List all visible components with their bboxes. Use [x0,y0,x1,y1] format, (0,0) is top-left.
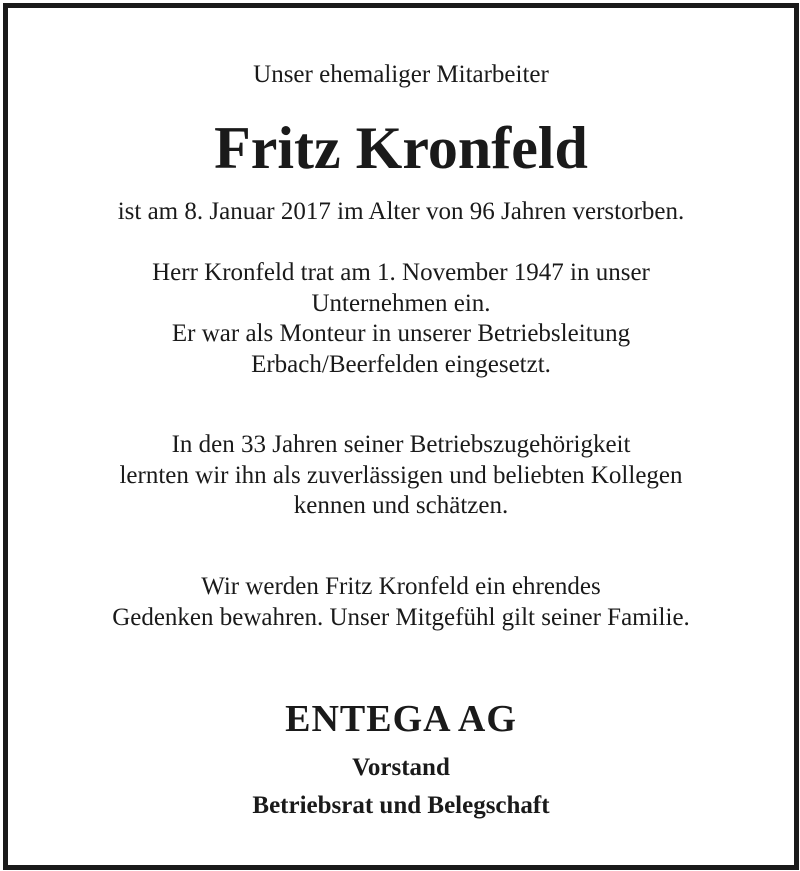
death-line: ist am 8. Januar 2017 im Alter von 96 Jahren verstorben. [117,198,685,225]
intro-line: Unser ehemaliger Mitarbeiter [253,61,549,88]
deceased-name: Fritz Kronfeld [214,115,588,181]
signatory-works-council: Betriebsrat und Belegschaft [252,792,550,819]
paragraph-line: Erbach/Beerfelden eingesetzt. [251,350,551,378]
paragraph-line: Herr Kronfeld trat am 1. November 1947 in unser [152,259,650,286]
paragraph-line: Wir werden Fritz Kronfeld ein ehrendes [201,573,601,600]
company-name: ENTEGA AG [285,698,517,740]
employment-paragraph [8,258,794,380]
paragraph-line: Er war als Monteur in unserer Betriebsleitung [171,320,631,347]
paragraph-line: Gedenken bewahren. Unser Mitgefühl gilt seiner Familie. [112,603,690,631]
paragraph-line: Unternehmen ein. [311,289,491,317]
signatory-board: Vorstand [352,754,450,781]
paragraph-line: In den 33 Jahren seiner Betriebszugehörigkeit [171,431,631,458]
paragraph-line: kennen und schätzen. [293,492,509,519]
condolence-paragraph [8,572,794,633]
paragraph-line: lernten wir ihn als zuverlässigen und beliebten Kollegen [119,461,683,489]
tribute-paragraph [8,430,794,522]
